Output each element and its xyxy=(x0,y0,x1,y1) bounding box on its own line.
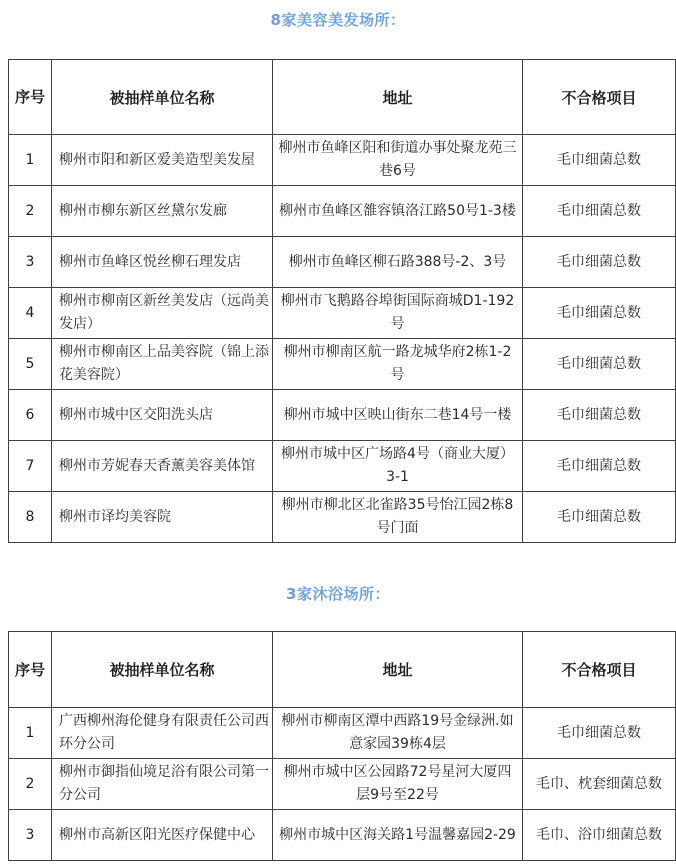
header-name: 被抽样单位名称 xyxy=(52,632,273,708)
table-row xyxy=(9,339,676,390)
failed-item: 毛巾细菌总数 xyxy=(523,441,676,492)
table-row xyxy=(9,237,676,288)
failed-item: 毛巾细菌总数 xyxy=(523,186,676,237)
row-number: 2 xyxy=(9,759,52,810)
header-address: 地址 xyxy=(273,632,523,708)
failed-item: 毛巾细菌总数 xyxy=(523,708,676,759)
unit-name: 柳州市译均美容院 xyxy=(52,492,273,543)
unit-name: 广西柳州海伦健身有限责任公司西环分公司 xyxy=(52,708,273,759)
row-number: 1 xyxy=(9,708,52,759)
failed-item: 毛巾细菌总数 xyxy=(523,237,676,288)
unit-name: 柳州市阳和新区爱美造型美发屋 xyxy=(52,135,273,186)
table-row xyxy=(9,288,676,339)
unit-address: 柳州市柳南区潭中西路19号金绿洲.如意家园39栋4层 xyxy=(273,708,523,759)
row-number: 6 xyxy=(9,390,52,441)
unit-address: 柳州市柳北区北雀路35号怡江园2栋8号门面 xyxy=(273,492,523,543)
table-row xyxy=(9,492,676,543)
unit-address: 柳州市城中区映山街东二巷14号一楼 xyxy=(273,390,523,441)
unit-name: 柳州市城中区交阳洗头店 xyxy=(52,390,273,441)
failed-item: 毛巾细菌总数 xyxy=(523,390,676,441)
row-number: 1 xyxy=(9,135,52,186)
row-number: 7 xyxy=(9,441,52,492)
row-number: 3 xyxy=(9,237,52,288)
row-number: 2 xyxy=(9,186,52,237)
row-number: 4 xyxy=(9,288,52,339)
unit-name: 柳州市柳南区上品美容院（锦上添花美容院） xyxy=(52,339,273,390)
unit-name: 柳州市御指仙境足浴有限公司第一分公司 xyxy=(52,759,273,810)
table-header-row xyxy=(9,60,676,135)
table-row xyxy=(9,186,676,237)
row-number: 5 xyxy=(9,339,52,390)
table-header-row xyxy=(9,632,676,708)
unit-name: 柳州市柳东新区丝黛尔发廊 xyxy=(52,186,273,237)
table-row xyxy=(9,759,676,810)
unit-address: 柳州市城中区广场路4号（商业大厦）3-1 xyxy=(273,441,523,492)
failed-item: 毛巾细菌总数 xyxy=(523,135,676,186)
header-item: 不合格项目 xyxy=(523,632,676,708)
table-row xyxy=(9,708,676,759)
bath-venue-table xyxy=(8,631,676,861)
section2-heading: 3家沐浴场所： xyxy=(286,585,390,603)
unit-address: 柳州市城中区海关路1号温馨嘉园2-29 xyxy=(273,810,523,861)
failed-item: 毛巾、枕套细菌总数 xyxy=(523,759,676,810)
failed-item: 毛巾、浴巾细菌总数 xyxy=(523,810,676,861)
header-item: 不合格项目 xyxy=(523,60,676,135)
row-number: 8 xyxy=(9,492,52,543)
table-row xyxy=(9,441,676,492)
unit-address: 柳州市城中区公园路72号星河大厦四层9号至22号 xyxy=(273,759,523,810)
header-seq: 序号 xyxy=(9,632,52,708)
unit-name: 柳州市柳南区新丝美发店（远尚美发店） xyxy=(52,288,273,339)
unit-name: 柳州市高新区阳光医疗保健中心 xyxy=(52,810,273,861)
table-row xyxy=(9,810,676,861)
failed-item: 毛巾细菌总数 xyxy=(523,339,676,390)
section1-heading: 8家美容美发场所： xyxy=(270,11,406,29)
unit-address: 柳州市柳南区航一路龙城华府2栋1-2号 xyxy=(273,339,523,390)
unit-name: 柳州市鱼峰区悦丝柳石理发店 xyxy=(52,237,273,288)
header-address: 地址 xyxy=(273,60,523,135)
table-row xyxy=(9,390,676,441)
unit-address: 柳州市鱼峰区阳和街道办事处聚龙苑三巷6号 xyxy=(273,135,523,186)
header-seq: 序号 xyxy=(9,60,52,135)
unit-address: 柳州市飞鹅路谷埠街国际商城D1-192号 xyxy=(273,288,523,339)
failed-item: 毛巾细菌总数 xyxy=(523,288,676,339)
row-number: 3 xyxy=(9,810,52,861)
header-name: 被抽样单位名称 xyxy=(52,60,273,135)
unit-address: 柳州市鱼峰区柳石路388号-2、3号 xyxy=(273,237,523,288)
unit-address: 柳州市鱼峰区雒容镇洛江路50号1-3楼 xyxy=(273,186,523,237)
unit-name: 柳州市芳妮春天香薰美容美体馆 xyxy=(52,441,273,492)
beauty-salon-table xyxy=(8,59,676,543)
table-row xyxy=(9,135,676,186)
failed-item: 毛巾细菌总数 xyxy=(523,492,676,543)
